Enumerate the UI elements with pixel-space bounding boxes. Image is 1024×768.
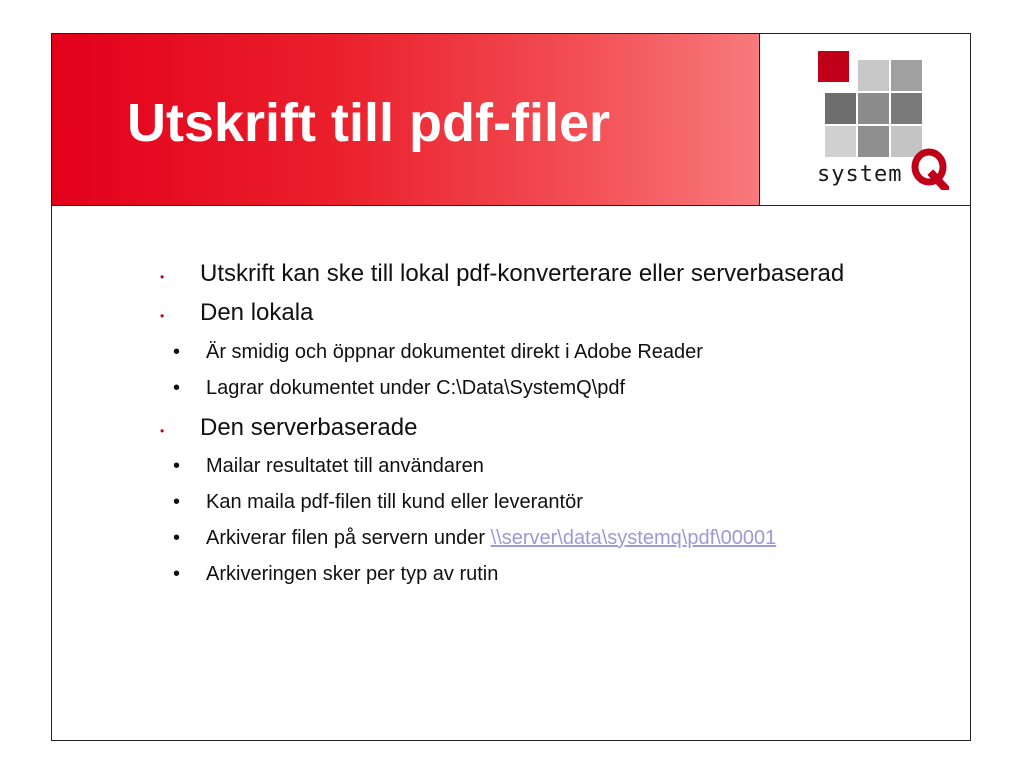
logo-wordmark: system <box>817 162 903 187</box>
bullet-dot-icon: • <box>173 563 181 586</box>
bullet-text: Arkiverar filen på servern under <box>206 527 491 549</box>
sub-bullet-item <box>172 563 498 586</box>
bullet-text: Mailar resultatet till användaren <box>206 455 484 477</box>
bullet-dot-icon: • <box>173 491 181 514</box>
bullet-text: Kan maila pdf-filen till kund eller leverantör <box>206 491 583 513</box>
logo-grid-cell <box>858 60 889 91</box>
slide-title: Utskrift till pdf-filer <box>127 93 610 153</box>
systemq-logo <box>762 34 970 205</box>
bullet-text: Är smidig och öppnar dokumentet direkt i Adobe Reader <box>206 341 703 363</box>
title-band <box>52 34 760 205</box>
logo-red-square <box>818 51 849 82</box>
bullet-item <box>160 414 417 442</box>
bullet-text: Lagrar dokumentet under C:\Data\SystemQ\pdf <box>206 377 626 399</box>
bullet-dot-icon: • <box>173 527 181 550</box>
bullet-dot-icon: • <box>160 308 165 323</box>
slide-content <box>52 206 970 740</box>
logo-grid-cell <box>825 93 856 124</box>
bullet-dot-icon: • <box>173 341 181 364</box>
bullet-text: Den lokala <box>200 299 314 326</box>
slide <box>51 33 971 741</box>
bullet-dot-icon: • <box>173 455 181 478</box>
sub-bullet-item <box>172 377 625 400</box>
logo-grid-cell <box>858 126 889 157</box>
logo-grid-cell <box>891 60 922 91</box>
logo-grid-cell <box>825 126 856 157</box>
bullet-text: Utskrift kan ske till lokal pdf-konverterare eller serverbaserad <box>200 260 845 287</box>
server-path-link[interactable]: \\server\data\systemq\pdf\00001 <box>490 527 777 549</box>
logo-grid-cell <box>858 93 889 124</box>
bullet-item <box>160 260 844 288</box>
slide-header <box>52 34 970 206</box>
bullet-dot-icon: • <box>160 423 165 438</box>
logo-q-icon <box>911 148 949 190</box>
logo-grid-cell <box>891 93 922 124</box>
bullet-dot-icon: • <box>160 269 165 284</box>
sub-bullet-item <box>172 341 703 364</box>
bullet-text: Arkiveringen sker per typ av rutin <box>206 563 499 585</box>
sub-bullet-item <box>172 527 776 550</box>
sub-bullet-item <box>172 491 583 514</box>
bullet-dot-icon: • <box>173 377 181 400</box>
sub-bullet-item <box>172 455 484 478</box>
bullet-text: Den serverbaserade <box>200 414 418 441</box>
bullet-item <box>160 299 313 327</box>
